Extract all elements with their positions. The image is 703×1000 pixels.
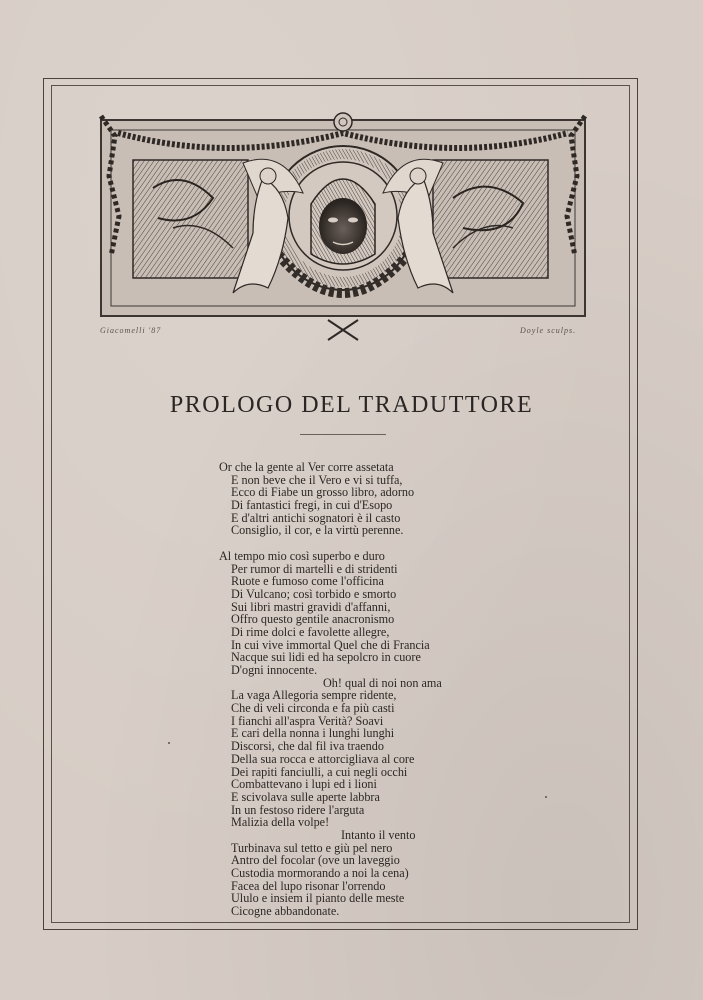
page-title: PROLOGO DEL TRADUTTORE — [169, 392, 534, 418]
poem-line: Consiglio, il cor, e la virtù perenne. — [231, 523, 404, 538]
poem-line: Ululo e insiem il pianto delle meste — [231, 891, 405, 906]
poem-line: E d'altri antichi sognatori è il casto — [231, 510, 401, 525]
poem-body — [219, 461, 469, 918]
poem-line: Sui libri mastri gravidi d'affanni, — [231, 599, 391, 614]
poem-line: Al tempo mio così superbo e duro — [219, 548, 385, 563]
poem-line: In un festoso ridere l'arguta — [231, 802, 365, 817]
portrait-face — [311, 179, 375, 264]
poem-line: Che di veli circonda e fa più casti — [231, 701, 395, 716]
poem-line: E scivolava sulle aperte labbra — [231, 789, 380, 804]
top-rosette — [334, 113, 352, 131]
poem-line: Antro del focolar (ove un laveggio — [231, 853, 400, 868]
poem-line: Di Vulcano; così torbido e smorto — [231, 586, 397, 601]
poem-line: Della sua rocca e attorcigliava al core — [231, 751, 415, 766]
poem-line: Ruote e fumoso come l'officina — [231, 574, 384, 589]
stanza-gap — [219, 537, 469, 550]
poem-line: I fianchi all'aspra Verità? Soavi — [231, 713, 384, 728]
poem-line: Facea del lupo risonar l'orrendo — [231, 878, 386, 893]
poem-line: Di fantastici fregi, in cui d'Esopo — [231, 498, 393, 513]
poem-line: Ecco di Fiabe un grosso libro, adorno — [231, 485, 415, 500]
poem-line: Discorsi, che dal fil iva traendo — [231, 739, 384, 754]
poem-line: La vaga Allegoria sempre ridente, — [231, 688, 397, 703]
poem-line: Combattevano i lupi ed i lioni — [231, 777, 377, 792]
poem-line: Cicogne abbandonate. — [231, 904, 340, 919]
paper-speck — [545, 796, 547, 798]
engraver-signature-right: Doyle sculps. — [520, 326, 577, 335]
poem-line: In cui vive immortal Quel che di Francia — [231, 637, 430, 652]
poem-line: Intanto il vento — [341, 827, 416, 842]
paper-speck — [168, 742, 170, 744]
poem-line: Turbinava sul tetto e giù pel nero — [231, 840, 393, 855]
header-vignette — [93, 108, 593, 348]
left-panel — [133, 160, 248, 278]
poem-line: D'ogni innocente. — [231, 663, 318, 677]
poem-line: Per rumor di martelli e di stridenti — [231, 561, 398, 576]
poem-line: Malizia della volpe! — [231, 815, 330, 830]
poem-line: Or che la gente al Ver corre assetata — [219, 460, 394, 474]
poem-line: Oh! qual di noi non ama — [323, 675, 442, 690]
poem-line: E cari della nonna i lunghi lunghi — [231, 726, 395, 741]
poem-line: Nacque sui lidi ed ha sepolcro in cuore — [231, 650, 421, 665]
title-divider — [300, 434, 386, 435]
poem-line: Dei rapiti fanciulli, a cui negli occhi — [231, 764, 408, 779]
poem-line: E non beve che il Vero e vi si tuffa, — [231, 472, 403, 487]
poem-line: Custodia mormorando a noi la cena) — [231, 866, 409, 880]
poem-line: Di rime dolci e favolette allegre, — [231, 624, 390, 639]
right-panel — [433, 160, 548, 278]
engraver-signature-left: Giacomelli '87 — [100, 326, 162, 335]
poem-line: Offro questo gentile anacronismo — [231, 612, 395, 627]
